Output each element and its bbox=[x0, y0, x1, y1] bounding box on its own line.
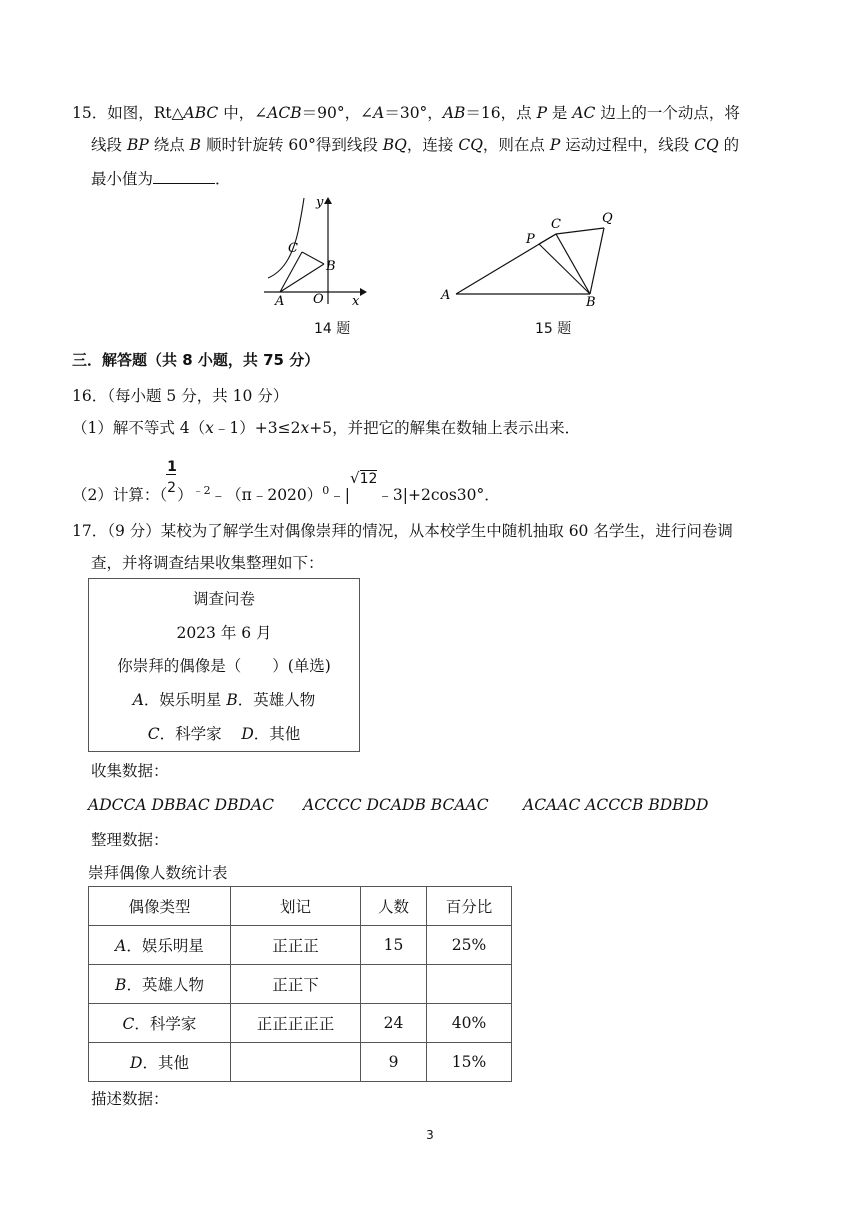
segment-ac bbox=[280, 252, 302, 292]
q15-line2 bbox=[91, 134, 739, 156]
survey-question: 你崇拜的偶像是（ ）(单选) bbox=[117, 657, 331, 675]
page-number: 3 bbox=[426, 1128, 434, 1142]
option-text: ．娱乐明星 bbox=[143, 691, 222, 709]
q15-line3 bbox=[91, 168, 231, 190]
type-text: ．英雄人物 bbox=[126, 976, 204, 994]
radicand: 12 bbox=[359, 471, 378, 487]
data-group-3: ACAAC ACCCB BDBDD bbox=[523, 796, 709, 814]
q16-var: x bbox=[300, 419, 310, 437]
q15-text: 最小值为 bbox=[91, 170, 154, 188]
organize-label: 整理数据： bbox=[91, 831, 169, 849]
stat-table bbox=[88, 886, 512, 1082]
percent-cell: 15% bbox=[427, 1043, 512, 1082]
header-cell: 百分比 bbox=[427, 887, 512, 926]
section-title: 三．解答题（共 8 小题，共 75 分） bbox=[72, 351, 320, 369]
figure-14-caption: 14 题 bbox=[314, 321, 351, 337]
header-cell: 划记 bbox=[231, 887, 361, 926]
fraction-bar bbox=[166, 474, 176, 475]
q15-var: ABC bbox=[183, 104, 219, 122]
q15-text: 边上的一个动点，将 bbox=[595, 104, 740, 122]
segment-qb bbox=[590, 228, 604, 294]
y-axis-arrow bbox=[324, 197, 332, 204]
type-letter: A bbox=[115, 937, 127, 955]
table-header-row bbox=[89, 887, 512, 926]
q16-text: ） bbox=[177, 486, 193, 504]
type-cell bbox=[89, 965, 231, 1004]
q15-var: B bbox=[189, 136, 202, 154]
type-text: ．娱乐明星 bbox=[126, 937, 204, 955]
q16-part2 bbox=[72, 459, 500, 506]
q16-text: ﹣3|+2cos30°． bbox=[377, 486, 500, 504]
tally-cell[interactable] bbox=[231, 1043, 361, 1082]
q15-var: AC bbox=[572, 104, 596, 122]
survey-options-ab bbox=[89, 689, 359, 711]
q16-text: +5，并把它的解集在数轴上表示出来． bbox=[309, 419, 581, 437]
q15-text: 顺时针旋转 60°得到线段 bbox=[201, 136, 383, 154]
q15-text: ． bbox=[215, 170, 231, 188]
option-letter: B bbox=[226, 691, 238, 709]
q15-text: 绕点 bbox=[148, 136, 190, 154]
option-letter: C bbox=[147, 725, 160, 743]
count-cell[interactable] bbox=[361, 965, 427, 1004]
survey-box bbox=[88, 578, 360, 752]
q15-text: 中，∠ bbox=[218, 104, 268, 122]
type-letter: D bbox=[130, 1054, 143, 1072]
q15-var: BQ bbox=[382, 136, 407, 154]
survey-title: 调查问卷 bbox=[192, 590, 255, 608]
option-letter: D bbox=[241, 725, 254, 743]
fraction-denominator: 2 bbox=[167, 480, 177, 496]
answer-blank[interactable] bbox=[153, 169, 215, 184]
option-text: ．科学家 bbox=[159, 725, 222, 743]
q16-text: （1）解不等式 4（ bbox=[72, 419, 206, 437]
q15-var: CQ bbox=[458, 136, 483, 154]
q15-var: ACB bbox=[267, 104, 302, 122]
fraction-one-half bbox=[167, 459, 177, 502]
count-cell: 9 bbox=[361, 1043, 427, 1082]
q15-text: ＝30°， bbox=[384, 104, 443, 122]
describe-label: 描述数据： bbox=[91, 1090, 169, 1108]
q17-line1: 17．（9 分）某校为了解学生对偶像崇拜的情况，从本校学生中随机抽取 60 名学生，进行问卷调 bbox=[72, 522, 733, 540]
type-cell bbox=[89, 1043, 231, 1082]
q16-part1 bbox=[72, 417, 580, 439]
q15-text: 15．如图，Rt△ bbox=[72, 104, 184, 122]
q15-line1 bbox=[72, 102, 740, 124]
segment-pc bbox=[539, 234, 556, 244]
radical-sign: √ bbox=[350, 469, 360, 487]
q16-var: x bbox=[205, 419, 214, 437]
segment-ab bbox=[280, 264, 324, 292]
count-cell: 15 bbox=[361, 926, 427, 965]
type-text: ．其他 bbox=[142, 1054, 189, 1072]
q15-text: 是 bbox=[547, 104, 573, 122]
q15-var: AB bbox=[442, 104, 466, 122]
collect-label: 收集数据： bbox=[91, 762, 169, 780]
segment-cq bbox=[556, 228, 604, 234]
figure-14 bbox=[258, 192, 368, 310]
tally-cell: 正正正正正 bbox=[231, 1004, 361, 1043]
q15-text: 的 bbox=[718, 136, 740, 154]
table-title: 崇拜偶像人数统计表 bbox=[88, 864, 228, 882]
label-a: A bbox=[275, 294, 285, 309]
tally-cell: 正正正 bbox=[231, 926, 361, 965]
label-c: C bbox=[288, 241, 298, 256]
q15-text: ＝16，点 bbox=[465, 104, 537, 122]
q15-text: ，连接 bbox=[406, 136, 459, 154]
q16-text: ﹣1）+3≤2 bbox=[213, 419, 301, 437]
label-o: O bbox=[313, 292, 324, 307]
x-axis-arrow bbox=[360, 288, 367, 296]
q16-text: ﹣（π﹣2020） bbox=[210, 486, 323, 504]
q15-var: P bbox=[549, 136, 561, 154]
segment-pb bbox=[539, 244, 590, 294]
percent-cell: 25% bbox=[427, 926, 512, 965]
segment-cb bbox=[556, 234, 590, 294]
count-cell: 24 bbox=[361, 1004, 427, 1043]
type-letter: C bbox=[122, 1015, 135, 1033]
figure-15 bbox=[436, 206, 618, 308]
option-text: ．其他 bbox=[253, 725, 301, 743]
header-cell: 偶像类型 bbox=[89, 887, 231, 926]
label-c: C bbox=[551, 217, 561, 232]
label-q: Q bbox=[602, 211, 613, 226]
q15-var: A bbox=[373, 104, 385, 122]
data-group-1: ADCCA DBBAC DBDAC bbox=[88, 796, 274, 814]
q15-text: 运动过程中，线段 bbox=[560, 136, 695, 154]
q17-line2: 查，并将调查结果收集整理如下： bbox=[91, 554, 324, 572]
header-cell: 人数 bbox=[361, 887, 427, 926]
option-letter: A bbox=[132, 691, 144, 709]
survey-date: 2023 年 6 月 bbox=[176, 624, 272, 642]
table-row bbox=[89, 965, 512, 1004]
segment-cb bbox=[302, 252, 324, 264]
exponent: 0 bbox=[322, 484, 330, 497]
type-text: ．科学家 bbox=[134, 1015, 197, 1033]
table-row bbox=[89, 1004, 512, 1043]
q15-var: P bbox=[536, 104, 547, 122]
curve bbox=[268, 198, 304, 278]
type-cell bbox=[89, 1004, 231, 1043]
label-b: B bbox=[586, 295, 596, 308]
label-x: x bbox=[352, 294, 360, 309]
percent-cell[interactable] bbox=[427, 965, 512, 1004]
q15-text: ，则在点 bbox=[482, 136, 550, 154]
q16-text: ﹣| bbox=[329, 486, 351, 504]
data-group-2: ACCCC DCADB BCAAC bbox=[303, 796, 489, 814]
q15-text: ＝90°，∠ bbox=[301, 104, 374, 122]
survey-options-cd bbox=[89, 723, 359, 745]
figure-15-caption: 15 题 bbox=[535, 321, 572, 337]
tally-cell: 正正下 bbox=[231, 965, 361, 1004]
label-b: B bbox=[326, 259, 336, 274]
q16-heading: 16．（每小题 5 分，共 10 分） bbox=[72, 387, 289, 405]
q15-text: 线段 bbox=[91, 136, 127, 154]
fraction-numerator: 1 bbox=[167, 459, 177, 475]
sqrt-12 bbox=[350, 469, 378, 503]
type-letter: B bbox=[115, 976, 127, 994]
label-p: P bbox=[526, 232, 535, 247]
exponent: ﹣2 bbox=[192, 484, 211, 497]
label-y: y bbox=[316, 195, 324, 210]
q16-text: （2）计算：（ bbox=[72, 486, 168, 504]
table-row bbox=[89, 1043, 512, 1082]
q15-var: CQ bbox=[694, 136, 719, 154]
q15-var: BP bbox=[126, 136, 149, 154]
label-a: A bbox=[441, 288, 451, 303]
table-row bbox=[89, 926, 512, 965]
type-cell bbox=[89, 926, 231, 965]
percent-cell: 40% bbox=[427, 1004, 512, 1043]
option-text: ．英雄人物 bbox=[237, 691, 316, 709]
